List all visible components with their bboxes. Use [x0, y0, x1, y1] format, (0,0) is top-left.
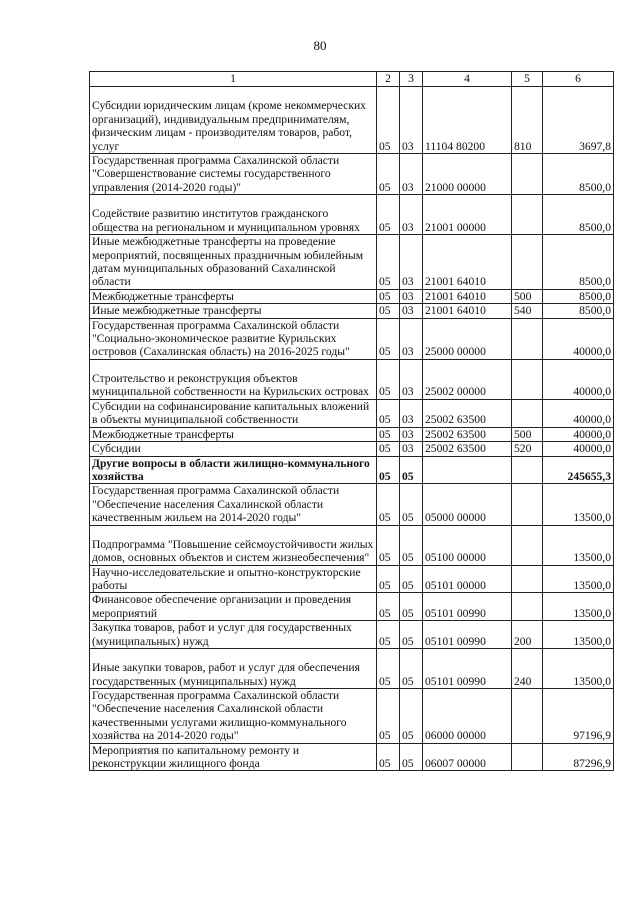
table-row: [90, 743, 614, 771]
table-row: [90, 359, 614, 399]
row-expense-type-cell: [512, 195, 543, 235]
row-name-cell: Содействие развитию институтов гражданского общества на региональном и муниципальном уровнях: [90, 195, 377, 235]
row-target-article-cell: 05000 00000: [423, 484, 512, 525]
row-amount-cell: 8500,0: [543, 235, 614, 290]
table-row: [90, 648, 614, 688]
table-body: [90, 87, 614, 771]
header-col-amount: 6: [543, 72, 614, 87]
row-target-article-cell: 21001 64010: [423, 304, 512, 318]
row-name-cell: Подпрограмма "Повышение сейсмоустойчивости жилых домов, основных объектов и систем жизнеобеспечения": [90, 525, 377, 565]
row-name-cell: Строительство и реконструкция объектов муниципальной собственности на Курильских островах: [90, 359, 377, 399]
row-expense-type-cell: [512, 399, 543, 427]
row-amount-cell: 40000,0: [543, 318, 614, 359]
table-row: [90, 427, 614, 441]
table-row: [90, 565, 614, 593]
row-subsection-cell: 03: [400, 399, 423, 427]
row-expense-type-cell: [512, 688, 543, 743]
row-amount-cell: 13500,0: [543, 593, 614, 621]
row-amount-cell: 8500,0: [543, 154, 614, 195]
row-expense-type-cell: 240: [512, 648, 543, 688]
row-amount-cell: 40000,0: [543, 399, 614, 427]
table-row: [90, 688, 614, 743]
budget-table: [89, 71, 614, 771]
row-expense-type-cell: [512, 484, 543, 525]
row-subsection-cell: 05: [400, 525, 423, 565]
row-section-cell: 05: [377, 565, 400, 593]
row-expense-type-cell: [512, 235, 543, 290]
row-section-cell: 05: [377, 304, 400, 318]
table-row: [90, 289, 614, 303]
row-name-cell: Субсидии на софинансирование капитальных вложений в объекты муниципальной собственности: [90, 399, 377, 427]
row-expense-type-cell: 520: [512, 442, 543, 456]
row-name-cell: Иные межбюджетные трансферты на проведение мероприятий, посвященных праздничным юбилейным датам муниципальных образований Сахалинской области: [90, 235, 377, 290]
row-subsection-cell: 05: [400, 565, 423, 593]
row-subsection-cell: 05: [400, 743, 423, 771]
row-target-article-cell: 05101 00000: [423, 565, 512, 593]
row-target-article-cell: [423, 456, 512, 484]
row-subsection-cell: 03: [400, 318, 423, 359]
row-subsection-cell: 03: [400, 154, 423, 195]
row-subsection-cell: 03: [400, 87, 423, 154]
row-amount-cell: 245655,3: [543, 456, 614, 484]
row-subsection-cell: 05: [400, 593, 423, 621]
row-amount-cell: 40000,0: [543, 427, 614, 441]
row-subsection-cell: 03: [400, 304, 423, 318]
row-amount-cell: 13500,0: [543, 525, 614, 565]
row-expense-type-cell: [512, 359, 543, 399]
row-target-article-cell: 25000 00000: [423, 318, 512, 359]
row-expense-type-cell: 500: [512, 289, 543, 303]
row-expense-type-cell: [512, 525, 543, 565]
row-name-cell: Мероприятия по капитальному ремонту и реконструкции жилищного фонда: [90, 743, 377, 771]
table-row: [90, 525, 614, 565]
row-section-cell: 05: [377, 688, 400, 743]
row-name-cell: Субсидии юридическим лицам (кроме некоммерческих организаций), индивидуальным предпринимателям, физическим лицам - производителям товаров, работ, услуг: [90, 87, 377, 154]
header-col-name: 1: [90, 72, 377, 87]
row-subsection-cell: 05: [400, 688, 423, 743]
row-subsection-cell: 03: [400, 195, 423, 235]
row-section-cell: 05: [377, 525, 400, 565]
row-target-article-cell: 05101 00990: [423, 593, 512, 621]
header-col-section: 2: [377, 72, 400, 87]
row-section-cell: 05: [377, 359, 400, 399]
row-amount-cell: 13500,0: [543, 621, 614, 649]
table-row: [90, 318, 614, 359]
row-target-article-cell: 21001 00000: [423, 195, 512, 235]
row-target-article-cell: 05101 00990: [423, 648, 512, 688]
row-name-cell: Иные закупки товаров, работ и услуг для обеспечения государственных (муниципальных) нужд: [90, 648, 377, 688]
row-expense-type-cell: [512, 593, 543, 621]
row-amount-cell: 13500,0: [543, 484, 614, 525]
row-target-article-cell: 05101 00990: [423, 621, 512, 649]
row-target-article-cell: 06007 00000: [423, 743, 512, 771]
table-row: [90, 442, 614, 456]
row-section-cell: 05: [377, 621, 400, 649]
row-subsection-cell: 05: [400, 456, 423, 484]
row-target-article-cell: 25002 63500: [423, 399, 512, 427]
row-name-cell: Закупка товаров, работ и услуг для государственных (муниципальных) нужд: [90, 621, 377, 649]
row-subsection-cell: 03: [400, 442, 423, 456]
row-section-cell: 05: [377, 484, 400, 525]
row-subsection-cell: 05: [400, 484, 423, 525]
row-subsection-cell: 05: [400, 621, 423, 649]
row-name-cell: Государственная программа Сахалинской области "Обеспечение населения Сахалинской области качественным жильем на 2014-2020 годы": [90, 484, 377, 525]
row-section-cell: 05: [377, 456, 400, 484]
row-expense-type-cell: 500: [512, 427, 543, 441]
row-subsection-cell: 03: [400, 359, 423, 399]
row-amount-cell: 8500,0: [543, 304, 614, 318]
row-target-article-cell: 21000 00000: [423, 154, 512, 195]
row-section-cell: 05: [377, 318, 400, 359]
table-row: [90, 399, 614, 427]
table-row: [90, 87, 614, 154]
table-row: [90, 304, 614, 318]
row-section-cell: 05: [377, 427, 400, 441]
row-amount-cell: 3697,8: [543, 87, 614, 154]
row-target-article-cell: 05100 00000: [423, 525, 512, 565]
table-row: [90, 195, 614, 235]
row-name-cell: Научно-исследовательские и опытно-конструкторские работы: [90, 565, 377, 593]
row-target-article-cell: 25002 63500: [423, 442, 512, 456]
header-row: [90, 72, 614, 87]
row-section-cell: 05: [377, 289, 400, 303]
row-expense-type-cell: 200: [512, 621, 543, 649]
row-expense-type-cell: [512, 565, 543, 593]
row-amount-cell: 13500,0: [543, 565, 614, 593]
row-subsection-cell: 05: [400, 648, 423, 688]
row-name-cell: Государственная программа Сахалинской области "Обеспечение населения Сахалинской области качественными услугами жилищно-коммунального хозяйства на 2014-2020 годы": [90, 688, 377, 743]
row-expense-type-cell: [512, 456, 543, 484]
row-amount-cell: 8500,0: [543, 195, 614, 235]
table-header: [90, 72, 614, 87]
row-expense-type-cell: 540: [512, 304, 543, 318]
row-section-cell: 05: [377, 195, 400, 235]
row-expense-type-cell: [512, 743, 543, 771]
row-amount-cell: 13500,0: [543, 648, 614, 688]
row-section-cell: 05: [377, 442, 400, 456]
row-target-article-cell: 11104 80200: [423, 87, 512, 154]
row-amount-cell: 97196,9: [543, 688, 614, 743]
row-subsection-cell: 03: [400, 427, 423, 441]
row-amount-cell: 40000,0: [543, 442, 614, 456]
table-row: [90, 593, 614, 621]
row-section-cell: 05: [377, 235, 400, 290]
row-name-cell: Финансовое обеспечение организации и проведения мероприятий: [90, 593, 377, 621]
row-expense-type-cell: [512, 154, 543, 195]
row-amount-cell: 87296,9: [543, 743, 614, 771]
row-target-article-cell: 25002 63500: [423, 427, 512, 441]
row-section-cell: 05: [377, 87, 400, 154]
row-name-cell: Межбюджетные трансферты: [90, 427, 377, 441]
table-row: [90, 235, 614, 290]
row-target-article-cell: 25002 00000: [423, 359, 512, 399]
row-subsection-cell: 03: [400, 289, 423, 303]
page-number: 80: [313, 38, 327, 53]
row-name-cell: Государственная программа Сахалинской области "Социально-экономическое развитие Курильских островов (Сахалинская область) на 2016-2025 годы": [90, 318, 377, 359]
row-section-cell: 05: [377, 593, 400, 621]
row-amount-cell: 8500,0: [543, 289, 614, 303]
table-row: [90, 154, 614, 195]
row-target-article-cell: 21001 64010: [423, 289, 512, 303]
row-name-cell: Межбюджетные трансферты: [90, 289, 377, 303]
row-name-cell: Государственная программа Сахалинской области "Совершенствование системы государственного управления (2014-2020 годы)": [90, 154, 377, 195]
row-expense-type-cell: [512, 318, 543, 359]
row-section-cell: 05: [377, 399, 400, 427]
header-col-subsection: 3: [400, 72, 423, 87]
row-section-cell: 05: [377, 743, 400, 771]
row-section-cell: 05: [377, 154, 400, 195]
header-col-target-article: 4: [423, 72, 512, 87]
row-subsection-cell: 03: [400, 235, 423, 290]
row-name-cell: Другие вопросы в области жилищно-коммунального хозяйства: [90, 456, 377, 484]
row-name-cell: Субсидии: [90, 442, 377, 456]
row-target-article-cell: 21001 64010: [423, 235, 512, 290]
row-name-cell: Иные межбюджетные трансферты: [90, 304, 377, 318]
row-section-cell: 05: [377, 648, 400, 688]
table-row: [90, 621, 614, 649]
row-expense-type-cell: 810: [512, 87, 543, 154]
table-row: [90, 484, 614, 525]
row-target-article-cell: 06000 00000: [423, 688, 512, 743]
row-amount-cell: 40000,0: [543, 359, 614, 399]
header-col-expense-type: 5: [512, 72, 543, 87]
table-row: [90, 456, 614, 484]
